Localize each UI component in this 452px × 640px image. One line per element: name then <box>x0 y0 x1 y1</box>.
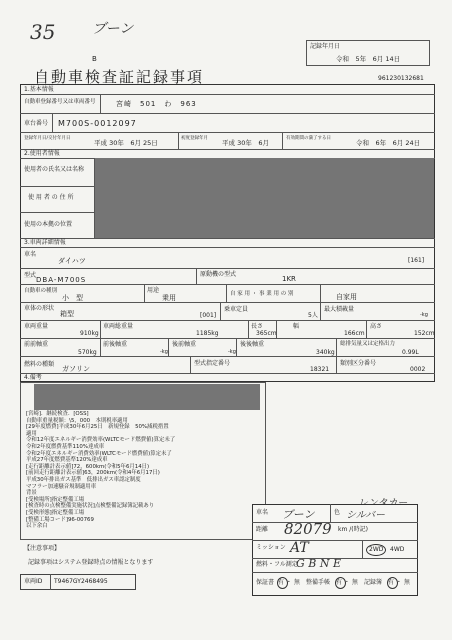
body-value: 箱型 <box>60 310 74 318</box>
reg-number: 宮崎 501 わ 963 <box>116 100 197 108</box>
sticker-warranty-label: 保証書 <box>256 579 275 586</box>
record-date: 令和 5年 6月 14日 <box>336 55 401 63</box>
sticker-mileage-value: 82079 <box>284 520 332 538</box>
gross-weight-value: 1185kg <box>196 330 219 337</box>
remarks-line: [検査時の点検整備実施状況]点検整備記録簿記載あり <box>26 503 155 510</box>
reg-date-label: 登録年月日/交付年月日 <box>24 136 71 141</box>
length-value: 365cm <box>256 330 277 337</box>
gross-weight-label: 車両総重量 <box>103 323 134 330</box>
remarks-line: [前回走行距離計表示値]63，200km(令和4年6月17日) <box>26 470 160 477</box>
remarks-text <box>26 411 175 530</box>
remarks-line: 以下余白 <box>26 523 48 530</box>
vehicle-weight-value: 910kg <box>80 330 99 337</box>
remarks-line: マフラー加速騒音規制適用車 <box>26 483 97 490</box>
chassis-label: 車台番号 <box>24 120 49 127</box>
category-label: 類別区分番号 <box>340 360 377 367</box>
fuel-label: 燃料の種類 <box>24 361 55 368</box>
first-reg: 平成 30年 6月 <box>222 139 269 147</box>
section-user-info: 2.使用者情報 <box>24 150 60 157</box>
sticker-mission-value: AT <box>290 540 309 556</box>
document-number: 961230132681 <box>378 75 424 82</box>
ff-axle-label: 前前軸重 <box>24 341 49 348</box>
fuel-value: ガソリン <box>62 365 90 373</box>
remarks-line: 背景 <box>26 490 37 497</box>
length-label: 長さ <box>251 323 264 330</box>
sticker-manual-label: 整備手帳 <box>306 579 331 586</box>
width-label: 幅 <box>293 323 300 330</box>
section-remarks: 4.備考 <box>24 374 42 381</box>
category-value: 0002 <box>410 366 426 373</box>
sticker-warranty-circle <box>277 577 288 589</box>
height-value: 152cm <box>414 330 435 337</box>
sticker-color-label: 色 <box>334 509 341 516</box>
sticker-fuel-label: 燃料・フル測定 <box>256 561 298 568</box>
handwritten-car-name: ブーン <box>92 21 134 37</box>
rr-axle-label: 後後軸重 <box>240 341 265 348</box>
remarks-line: [受検形態]指定整備工場 <box>26 509 85 516</box>
vehicle-weight-label: 車両重量 <box>24 323 49 330</box>
sticker-name-label: 車名 <box>256 509 269 516</box>
section-basic-info: 1.基本情報 <box>24 86 54 93</box>
rf-axle-value: -kg <box>228 349 236 355</box>
body-code: [001] <box>200 312 217 319</box>
sticker-record-label: 記録簿 <box>364 579 383 586</box>
remarks-line: 平成30年排出ガス基準 低排出ガス車認定制度 <box>26 476 141 483</box>
expiry-label: 有効期間の満了する日 <box>286 136 331 141</box>
vehicle-id-label: 車両ID <box>24 578 43 585</box>
type-designation-label: 型式指定番号 <box>194 360 231 367</box>
displacement-label: 総排気量又は定格出力 <box>340 341 396 347</box>
height-label: 高さ <box>370 323 383 330</box>
notice-body: 記録事項はシステム登録時点の情報となります <box>28 559 154 566</box>
model-label: 型式 <box>24 272 37 279</box>
body-label: 車体の形状 <box>24 305 55 312</box>
ff-axle-value: 570kg <box>78 349 97 356</box>
remarks-line: [走行距離計表示値]72，600km(令和5年6月14日) <box>26 463 150 470</box>
handwritten-page-number: 35 <box>30 20 56 44</box>
user-address-label: 使 用 者 の 住 所 <box>28 194 74 201</box>
fr-axle-label: 前後軸重 <box>103 341 128 348</box>
remarks-line: 令和2年度エネルギー消費効率(WLTCモード燃費値)算定未了 <box>26 450 172 457</box>
private-business-value: 自家用 <box>336 293 357 301</box>
remarks-line: [29年度燃費]平成30年6月25日 新規登録 50%減税措置 <box>26 424 169 431</box>
rf-axle-label: 後前軸重 <box>172 341 197 348</box>
capacity-value: 5人 <box>308 312 318 319</box>
kind-value: 小 型 <box>62 294 83 302</box>
make-label: 車名 <box>24 251 37 258</box>
user-base-label: 使用の本拠の位置 <box>24 221 73 228</box>
vehicle-id-value: T9467GY2468495 <box>54 578 108 585</box>
first-reg-label: 初度登録年月 <box>181 136 208 141</box>
sticker-warranty-opts: 有 ・ 無 <box>278 579 300 586</box>
sticker-record-opts: 有 ・ 無 <box>388 579 410 586</box>
remarks-line: [整備工場コード]96-00769 <box>26 516 94 523</box>
remarks-line: 令和2年度燃費基準110%達成車 <box>26 443 105 450</box>
user-name-label: 使用者の氏名又は名称 <box>24 166 85 173</box>
remarks-line: [受検場所]指定整備工場 <box>26 496 85 503</box>
kind-label: 自動車の種別 <box>24 288 58 294</box>
type-designation-value: 18321 <box>310 366 330 373</box>
chassis-number: M700S-0012097 <box>58 119 137 128</box>
reg-number-label: 自動車登録番号又は車両番号 <box>24 99 96 105</box>
max-load-value: -kg <box>420 312 428 318</box>
displacement-value: 0.99L <box>402 349 419 356</box>
max-load-label: 最大積載量 <box>324 306 355 313</box>
private-business-label: 自 家 用 ・ 事 業 用 の 別 <box>230 291 294 297</box>
engine-value: 1KR <box>282 275 296 283</box>
form-letter-b: B <box>92 55 97 63</box>
sticker-mileage-unit: km /(時記) <box>338 526 368 533</box>
sticker-name-value: ブーン <box>282 508 315 521</box>
capacity-label: 乗車定員 <box>224 306 249 313</box>
document-title: 自動車検査証記録事項 <box>34 68 205 86</box>
redacted-user-block <box>95 158 434 238</box>
section-vehicle-info: 3.車両詳細情報 <box>24 239 66 246</box>
sticker-mission-label: ミッション <box>256 544 286 551</box>
remarks-line: 自動車重量税額：\5，000 本則税率適用 <box>26 417 128 424</box>
remarks-line: 適用 <box>26 430 37 437</box>
sticker-2wd: 2WD <box>369 546 384 553</box>
sticker-manual-opts: 有 ・ 無 <box>336 579 358 586</box>
sticker-fuel-value: G B N E <box>296 557 342 570</box>
sticker-record-circle <box>387 577 398 589</box>
notice-title: 【注意事項】 <box>24 545 61 552</box>
expiry-date: 令和 6年 6月 24日 <box>356 139 421 147</box>
record-date-label: 記録年月日 <box>310 43 341 50</box>
engine-label: 原動機の型式 <box>200 271 237 278</box>
redacted-remarks-block <box>34 384 260 410</box>
remarks-line: 令和12年度エネルギー消費効率(WLTCモード燃費値)算定未了 <box>26 437 176 444</box>
sticker-manual-circle <box>335 577 346 589</box>
sticker-mileage-label: 距離 <box>256 526 269 533</box>
make-value: ダイハツ <box>58 257 86 265</box>
remarks-line: [宮崎]．継続検査．[OSS] <box>26 411 89 417</box>
rr-axle-value: 340kg <box>316 349 335 356</box>
sticker-color-value: シルバー <box>346 510 386 521</box>
make-code: [161] <box>408 257 425 264</box>
model-value: DBA-M700S <box>36 276 87 284</box>
fr-axle-value: -kg <box>160 349 168 355</box>
reg-date: 平成 30年 6月 25日 <box>94 139 158 147</box>
use-value: 乗用 <box>162 294 176 302</box>
remarks-line: 平成27年度燃費基準120%達成車 <box>26 457 108 464</box>
sticker-4wd: 4WD <box>390 546 405 553</box>
width-value: 166cm <box>344 330 365 337</box>
use-label: 用途 <box>147 287 160 294</box>
